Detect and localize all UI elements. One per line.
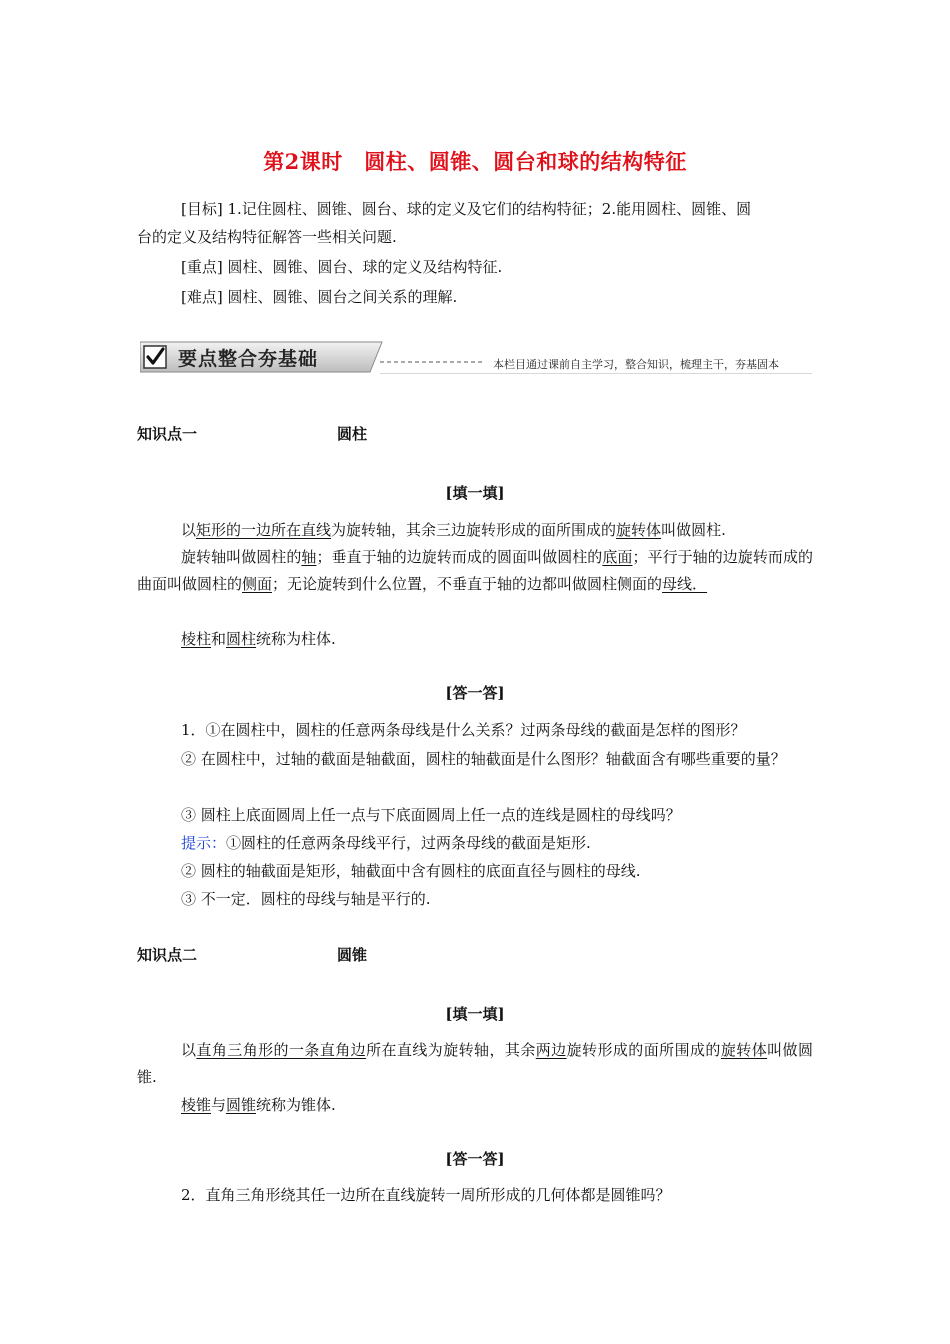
key-tag: [重点] [181,258,223,276]
text: ；平行于轴的边旋转而成的曲面叫做圆柱的 [137,548,813,593]
answer-blank: 旋转体 [720,1041,768,1059]
section1-a2: ② 圆柱的轴截面是矩形，轴截面中含有圆柱的底面直径与圆柱的母线. [181,862,641,880]
section2-q1: 2．直角三角形绕其任一边所在直线旋转一周所形成的几何体都是圆锥吗？ [181,1186,671,1204]
text: 旋转轴叫做圆柱的 [181,548,302,566]
text: 叫做圆柱. [661,521,726,539]
section1-fill-p1 [137,517,813,544]
answer-blank: 圆柱 [226,630,257,648]
section1-q2: ② 在圆柱中，过轴的截面是轴截面，圆柱的轴截面是什么图形？轴截面含有哪些重要的量？ [181,750,786,768]
section2-topic: 圆锥 [337,946,368,964]
banner-note: 本栏目通过课前自主学习，整合知识，梳理主干，夯基固本 [493,358,779,371]
text: 所在直线为旋转轴，其余 [366,1041,536,1059]
answer-blank: 两边 [535,1041,567,1059]
text: 旋转形成的面所围成的 [566,1041,721,1059]
text: 为旋转轴，其余三边旋转形成的面所围成的 [331,521,617,539]
section1-a3: ③ 不一定．圆柱的母线与轴是平行的. [181,890,431,908]
text: ；无论旋转到什么位置，不垂直于轴的边都叫做圆柱侧面的 [272,575,663,593]
section2-fill-p1 [137,1037,813,1091]
text: 以 [181,1041,197,1059]
section1-fill-p2 [137,544,813,598]
objectives-hard [137,284,813,311]
goal-text-line2: 台的定义及结构特征解答一些相关问题. [137,228,397,246]
section1-answer-label: [答一答] [445,684,505,702]
key-text: 圆柱、圆锥、圆台、球的定义及结构特征. [222,258,503,276]
text: 以 [181,521,197,539]
text: 和 [211,630,227,648]
answer-blank: 轴 [301,548,317,566]
goal-tag: [目标] [181,200,223,218]
answer-blank: 棱柱 [181,630,212,648]
answer-blank: 棱锥 [181,1096,212,1114]
section1-q3: ③ 圆柱上底面圆周上任一点与下底面圆周上任一点的连线是圆柱的母线吗？ [181,806,681,824]
section1-fill-p3 [137,626,813,653]
section1-a1 [137,830,813,857]
section1-heading: 知识点一 [137,425,198,443]
answer-blank: 侧面 [242,575,273,593]
hard-tag: [难点] [181,288,223,306]
answer-blank: 直角三角形的一条直角边 [196,1041,367,1059]
objectives-goal-cont [137,224,813,251]
section1-fill-label: [填一填] [445,484,505,502]
goal-text-line1: 1.记住圆柱、圆锥、圆台、球的定义及它们的结构特征；2.能用圆柱、圆锥、圆 [222,200,752,218]
section2-fill-p2 [137,1092,813,1119]
section1-topic: 圆柱 [337,425,368,443]
text: 统称为柱体. [256,630,336,648]
answer-blank: 旋转体 [616,521,662,539]
objectives-goal [137,196,813,223]
answer-blank: 圆锥 [226,1096,257,1114]
hint-label: 提示： [181,834,227,852]
answer-blank: 母线． [662,575,708,593]
text: 叫做圆锥. [137,1041,813,1086]
text: 与 [211,1096,227,1114]
answer-blank: 矩形的一边所在直线 [196,521,332,539]
answer-blank: 底面 [602,548,633,566]
objectives-key [137,254,813,281]
banner-label: 要点整合夯基础 [178,348,319,370]
section2-heading: 知识点二 [137,946,198,964]
section2-answer-label: [答一答] [445,1150,505,1168]
text: ；垂直于轴的边旋转而成的圆面叫做圆柱的 [316,548,603,566]
answer-text: ①圆柱的任意两条母线平行，过两条母线的截面是矩形. [226,834,591,852]
section2-fill-label: [填一填] [445,1005,505,1023]
hard-text: 圆柱、圆锥、圆台之间关系的理解. [222,288,458,306]
section1-q1: 1．①在圆柱中，圆柱的任意两条母线是什么关系？过两条母线的截面是怎样的图形？ [181,721,746,739]
text: 统称为锥体. [256,1096,336,1114]
lesson-title: 第2课时 圆柱、圆锥、圆台和球的结构特征 [263,149,687,174]
